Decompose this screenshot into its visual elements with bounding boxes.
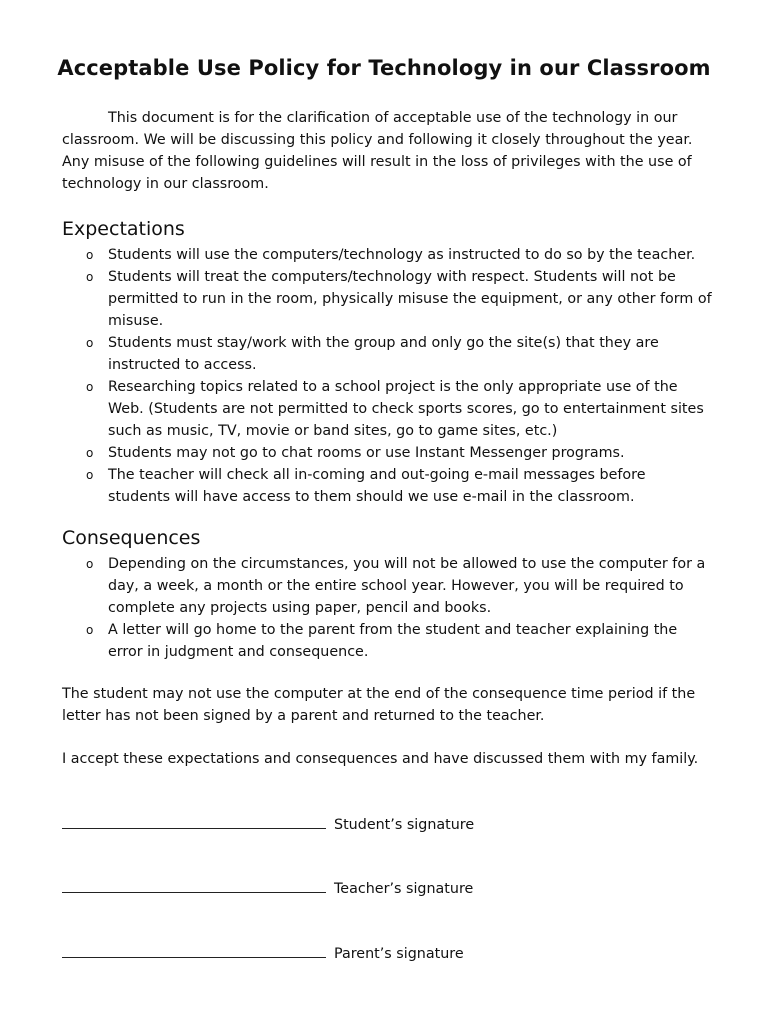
bullet-icon: o [86,557,94,571]
bullet-icon: o [86,270,94,284]
signature-blank [62,814,326,829]
acceptance-statement: I accept these expectations and consequences and have discussed them with my family. [62,751,699,767]
list-item [62,619,712,663]
consequences-heading: Consequences [62,527,201,549]
teacher-signature-line [62,878,473,897]
list-item-text: The teacher will check all in-coming and out-going e-mail messages before students will have access to them should we use e-mail in the classroom. [108,467,646,505]
list-item [62,376,712,442]
bullet-icon: o [86,623,94,637]
bullet-icon: o [86,380,94,394]
signature-blank [62,878,326,893]
parent-signature-label: Parent’s signature [334,946,464,962]
list-item [62,244,712,266]
teacher-signature-label: Teacher’s signature [334,881,474,897]
list-item-text: Researching topics related to a school project is the only appropriate use of the Web. (Students are not permitted to check sports scores, go to entertainment sites such as music, TV, movie or band sites, go to game sites, etc.) [108,379,704,439]
closing-paragraph: The student may not use the computer at the end of the consequence time period if the letter has not been signed by a parent and returned to the teacher. [62,686,696,724]
list-item-text: A letter will go home to the parent from the student and teacher explaining the error in judgment and consequence. [108,622,678,660]
parent-signature-line [62,943,464,962]
list-item-text: Students must stay/work with the group and only go the site(s) that they are instructed to access. [108,335,659,373]
expectations-list [62,244,712,508]
list-item-text: Students will use the computers/technology as instructed to do so by the teacher. [108,247,696,263]
student-signature-label: Student’s signature [334,817,475,833]
list-item [62,266,712,332]
list-item-text: Depending on the circumstances, you will not be allowed to use the computer for a day, a week, a month or the entire school year. However, you will be required to complete any projects using paper, pencil and books. [108,556,706,616]
signature-blank [62,943,326,958]
consequences-list [62,553,712,663]
document-title: Acceptable Use Policy for Technology in our Classroom [57,56,711,80]
expectations-heading: Expectations [62,218,185,240]
bullet-icon: o [86,468,94,482]
student-signature-line [62,814,474,833]
list-item [62,442,712,464]
bullet-icon: o [86,336,94,350]
intro-paragraph: This document is for the clarification of acceptable use of the technology in our classroom. We will be discussing this policy and following it closely throughout the year. Any misuse of the following guidelines will result in the loss of privileges with the use of technology in our classroom. [62,110,693,192]
list-item-text: Students may not go to chat rooms or use Instant Messenger programs. [108,445,625,461]
bullet-icon: o [86,446,94,460]
list-item [62,332,712,376]
list-item [62,464,712,508]
list-item [62,553,712,619]
list-item-text: Students will treat the computers/technology with respect. Students will not be permitted to run in the room, physically misuse the equipment, or any other form of misuse. [108,269,712,329]
bullet-icon: o [86,248,94,262]
